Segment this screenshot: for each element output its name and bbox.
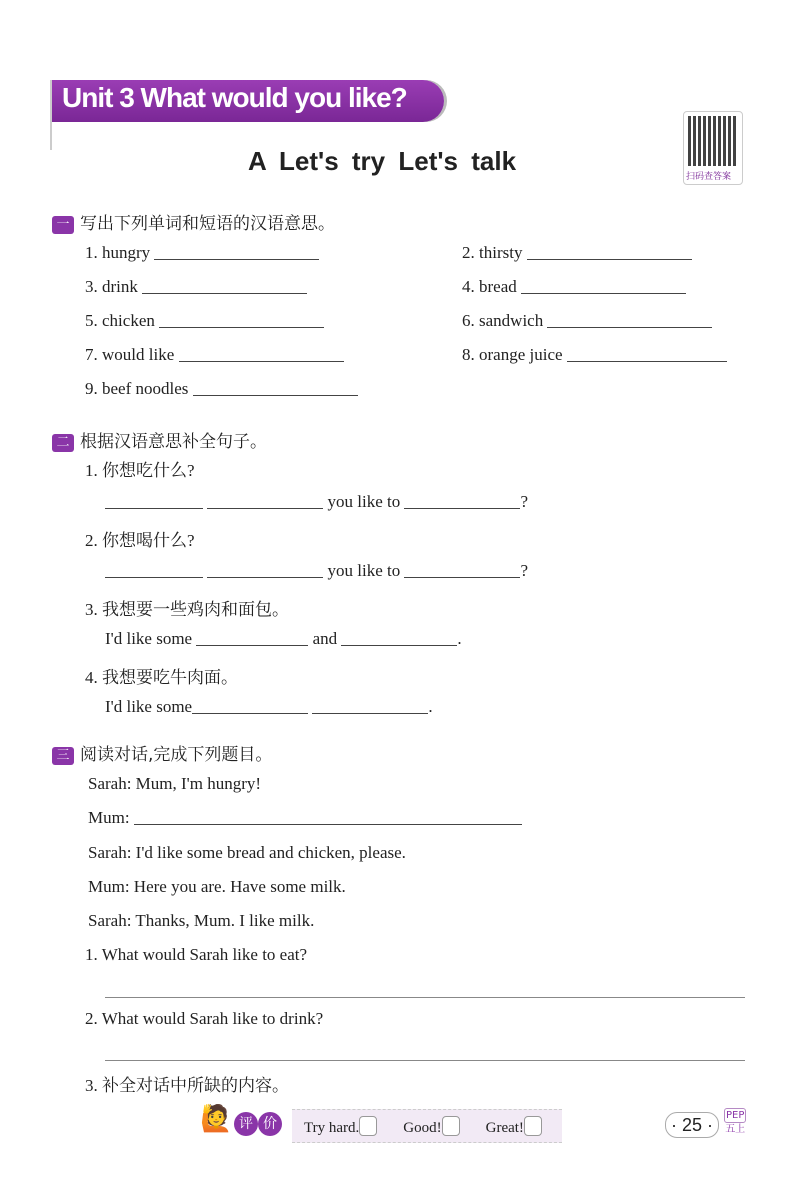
answer-blank[interactable] bbox=[567, 347, 727, 362]
answer-line: you like to ? bbox=[105, 561, 528, 581]
answer-blank[interactable] bbox=[312, 699, 428, 714]
rating-checkbox[interactable] bbox=[524, 1116, 542, 1136]
answer-blank[interactable] bbox=[105, 563, 203, 578]
question: 1. What would Sarah like to eat? bbox=[85, 945, 308, 964]
unit-banner bbox=[52, 80, 444, 122]
answer-blank[interactable] bbox=[134, 810, 522, 825]
answer-line: I'd like some . bbox=[105, 697, 433, 716]
dialogue-line: Sarah: Thanks, Mum. I like milk. bbox=[88, 911, 315, 930]
section-2-heading bbox=[52, 427, 267, 452]
lesson-subtitle: A Let's try Let's talk bbox=[248, 146, 517, 176]
answer-blank[interactable] bbox=[192, 699, 308, 714]
item: 3. drink bbox=[85, 277, 307, 297]
answer-line: you like to ? bbox=[105, 492, 528, 512]
answer-blank[interactable] bbox=[404, 563, 520, 578]
dialogue-line: Mum: bbox=[88, 808, 522, 828]
question: 2. What would Sarah like to drink? bbox=[85, 1009, 324, 1028]
answer-blank[interactable] bbox=[207, 494, 323, 509]
rating-label: Good! bbox=[403, 1120, 442, 1136]
rating-checkbox[interactable] bbox=[359, 1116, 377, 1136]
qr-code-icon bbox=[688, 116, 738, 166]
evaluation-label: 评 价 bbox=[234, 1112, 282, 1136]
dialogue-line: Sarah: I'd like some bread and chicken, please. bbox=[88, 843, 406, 862]
question: 4. 我想要吃牛肉面。 bbox=[85, 668, 238, 687]
rating-bar bbox=[292, 1109, 562, 1143]
section-badge: 一 bbox=[52, 216, 74, 234]
item: 4. bread bbox=[462, 277, 686, 297]
answer-blank[interactable] bbox=[154, 245, 319, 260]
answer-blank[interactable] bbox=[521, 279, 686, 294]
item: 6. sandwich bbox=[462, 311, 712, 331]
answer-line[interactable] bbox=[105, 997, 745, 998]
unit-title: Unit 3 What would you like? bbox=[62, 82, 407, 113]
answer-blank[interactable] bbox=[527, 245, 692, 260]
answer-blank[interactable] bbox=[547, 313, 712, 328]
edition-label: PEP 五上 bbox=[725, 1110, 746, 1135]
answer-blank[interactable] bbox=[159, 313, 324, 328]
dialogue-line: Sarah: Mum, I'm hungry! bbox=[88, 774, 262, 793]
question: 3. 补全对话中所缺的内容。 bbox=[85, 1076, 289, 1095]
answer-blank[interactable] bbox=[207, 563, 323, 578]
section-1-heading bbox=[52, 209, 335, 234]
qr-code[interactable] bbox=[683, 111, 743, 185]
item: 5. chicken bbox=[85, 311, 324, 331]
question: 3. 我想要一些鸡肉和面包。 bbox=[85, 600, 289, 619]
section-title: 写出下列单词和短语的汉语意思。 bbox=[80, 214, 335, 234]
page-number: · 25 · bbox=[665, 1112, 719, 1138]
answer-blank[interactable] bbox=[196, 631, 308, 646]
question: 1. 你想吃什么? bbox=[85, 461, 195, 480]
item: 1. hungry bbox=[85, 243, 319, 263]
rating-label: Great! bbox=[485, 1120, 524, 1136]
section-title: 阅读对话,完成下列题目。 bbox=[80, 745, 273, 765]
dialogue-line: Mum: Here you are. Have some milk. bbox=[88, 877, 346, 896]
section-badge: 三 bbox=[52, 747, 74, 765]
item: 2. thirsty bbox=[462, 243, 692, 263]
answer-line[interactable] bbox=[105, 1060, 745, 1061]
item: 9. beef noodles bbox=[85, 379, 358, 399]
answer-blank[interactable] bbox=[105, 494, 203, 509]
rating-checkbox[interactable] bbox=[442, 1116, 460, 1136]
answer-blank[interactable] bbox=[142, 279, 307, 294]
rating-label: Try hard. bbox=[304, 1120, 360, 1136]
item: 8. orange juice bbox=[462, 345, 727, 365]
section-3-heading bbox=[52, 740, 272, 765]
qr-caption: 扫码查答案 bbox=[686, 172, 732, 182]
answer-blank[interactable] bbox=[341, 631, 457, 646]
item: 7. would like bbox=[85, 345, 344, 365]
answer-blank[interactable] bbox=[404, 494, 520, 509]
answer-blank[interactable] bbox=[193, 381, 358, 396]
section-badge: 二 bbox=[52, 434, 74, 452]
section-title: 根据汉语意思补全句子。 bbox=[80, 432, 267, 452]
answer-blank[interactable] bbox=[179, 347, 344, 362]
question: 2. 你想喝什么? bbox=[85, 531, 195, 550]
answer-line: I'd like some and . bbox=[105, 629, 462, 648]
child-mascot-icon: 🙋 bbox=[200, 1104, 233, 1133]
rating-options bbox=[304, 1116, 542, 1137]
